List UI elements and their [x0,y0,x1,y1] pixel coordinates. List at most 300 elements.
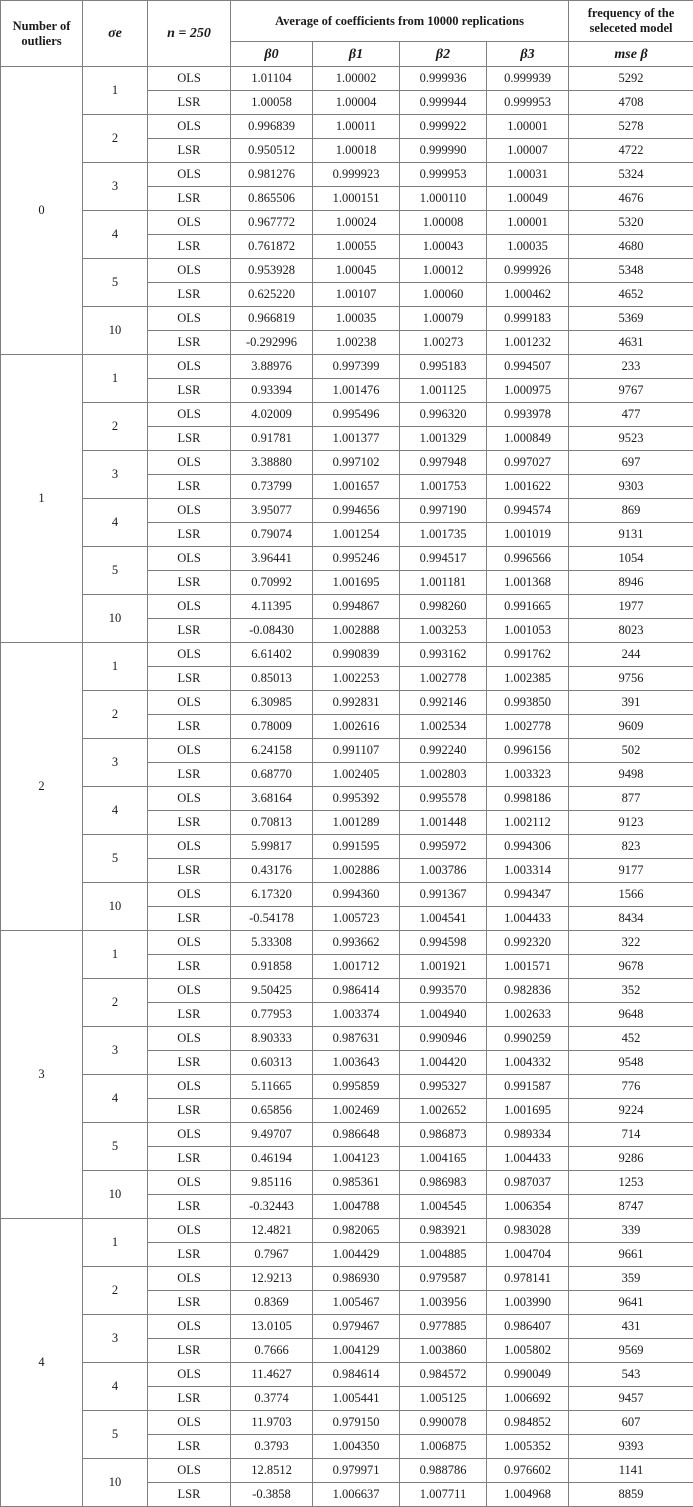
beta1-cell: 1.001377 [313,427,400,451]
beta1-cell: 0.984614 [313,1363,400,1387]
frequency-cell: 9648 [569,1003,693,1027]
frequency-cell: 869 [569,499,693,523]
table-row [1,211,693,235]
table-row [1,403,693,427]
table-row [1,1219,693,1243]
beta0-cell: -0.32443 [231,1195,313,1219]
frequency-cell: 5324 [569,163,693,187]
beta0-cell: 12.8512 [231,1459,313,1483]
frequency-cell: 8859 [569,1483,693,1507]
beta0-cell: 0.3793 [231,1435,313,1459]
table-row [1,979,693,1003]
beta0-cell: 6.30985 [231,691,313,715]
frequency-cell: 4680 [569,235,693,259]
frequency-cell: 1253 [569,1171,693,1195]
beta3-cell: 0.991762 [487,643,569,667]
beta3-cell: 0.996156 [487,739,569,763]
beta2-cell: 0.999944 [400,91,487,115]
beta0-cell: 9.49707 [231,1123,313,1147]
outliers-cell: 0 [1,67,83,355]
sigma-cell: 1 [83,355,148,403]
beta1-cell: 1.000151 [313,187,400,211]
beta3-cell: 1.003314 [487,859,569,883]
beta1-cell: 0.979971 [313,1459,400,1483]
beta2-cell: 1.004885 [400,1243,487,1267]
beta0-cell: 3.88976 [231,355,313,379]
method-cell: OLS [148,643,231,667]
beta2-cell: 0.984572 [400,1363,487,1387]
frequency-cell: 9131 [569,523,693,547]
method-cell: LSR [148,379,231,403]
beta1-cell: 1.00018 [313,139,400,163]
beta0-cell: 0.85013 [231,667,313,691]
method-cell: OLS [148,1459,231,1483]
beta0-cell: 5.11665 [231,1075,313,1099]
frequency-cell: 8023 [569,619,693,643]
header-beta0: β0 [231,42,313,67]
method-cell: LSR [148,139,231,163]
beta0-cell: 5.33308 [231,931,313,955]
beta0-cell: 11.9703 [231,1411,313,1435]
frequency-cell: 697 [569,451,693,475]
beta3-cell: 0.991665 [487,595,569,619]
beta2-cell: 1.001735 [400,523,487,547]
beta0-cell: 0.70813 [231,811,313,835]
method-cell: LSR [148,1435,231,1459]
beta2-cell: 1.003956 [400,1291,487,1315]
beta0-cell: 1.00058 [231,91,313,115]
beta0-cell: 0.950512 [231,139,313,163]
beta0-cell: 5.99817 [231,835,313,859]
beta0-cell: 0.78009 [231,715,313,739]
beta2-cell: 1.002778 [400,667,487,691]
method-cell: LSR [148,667,231,691]
frequency-cell: 502 [569,739,693,763]
beta1-cell: 1.006637 [313,1483,400,1507]
outliers-cell: 4 [1,1219,83,1507]
beta2-cell: 1.002534 [400,715,487,739]
beta3-cell: 0.984852 [487,1411,569,1435]
beta3-cell: 1.006692 [487,1387,569,1411]
frequency-cell: 5320 [569,211,693,235]
beta2-cell: 0.990946 [400,1027,487,1051]
method-cell: OLS [148,883,231,907]
beta1-cell: 1.002253 [313,667,400,691]
beta2-cell: 1.00043 [400,235,487,259]
sigma-cell: 5 [83,547,148,595]
beta2-cell: 1.001181 [400,571,487,595]
beta3-cell: 1.006354 [487,1195,569,1219]
beta2-cell: 1.004545 [400,1195,487,1219]
method-cell: OLS [148,787,231,811]
method-cell: LSR [148,331,231,355]
beta3-cell: 1.000849 [487,427,569,451]
sigma-cell: 2 [83,979,148,1027]
beta0-cell: 0.65856 [231,1099,313,1123]
beta0-cell: 0.70992 [231,571,313,595]
beta3-cell: 0.993850 [487,691,569,715]
frequency-cell: 233 [569,355,693,379]
method-cell: OLS [148,931,231,955]
beta1-cell: 1.00004 [313,91,400,115]
method-cell: LSR [148,1003,231,1027]
beta3-cell: 0.998186 [487,787,569,811]
beta2-cell: 1.006875 [400,1435,487,1459]
beta0-cell: 0.953928 [231,259,313,283]
table-row [1,739,693,763]
beta3-cell: 1.000975 [487,379,569,403]
beta0-cell: -0.08430 [231,619,313,643]
frequency-cell: 352 [569,979,693,1003]
beta1-cell: 1.001695 [313,571,400,595]
beta3-cell: 1.00007 [487,139,569,163]
beta0-cell: -0.292996 [231,331,313,355]
beta2-cell: 0.993570 [400,979,487,1003]
method-cell: OLS [148,115,231,139]
beta3-cell: 1.001232 [487,331,569,355]
frequency-cell: 9457 [569,1387,693,1411]
beta3-cell: 0.990049 [487,1363,569,1387]
beta2-cell: 1.003786 [400,859,487,883]
beta1-cell: 1.002469 [313,1099,400,1123]
beta1-cell: 0.994867 [313,595,400,619]
frequency-cell: 823 [569,835,693,859]
beta3-cell: 0.987037 [487,1171,569,1195]
outliers-cell: 1 [1,355,83,643]
beta1-cell: 0.991107 [313,739,400,763]
beta0-cell: 1.01104 [231,67,313,91]
beta1-cell: 0.991595 [313,835,400,859]
frequency-cell: 9523 [569,427,693,451]
beta3-cell: 0.991587 [487,1075,569,1099]
beta1-cell: 1.004350 [313,1435,400,1459]
beta1-cell: 0.990839 [313,643,400,667]
frequency-cell: 9678 [569,955,693,979]
beta0-cell: 0.865506 [231,187,313,211]
beta1-cell: 1.00002 [313,67,400,91]
beta2-cell: 1.007711 [400,1483,487,1507]
beta0-cell: 9.85116 [231,1171,313,1195]
frequency-cell: 4676 [569,187,693,211]
table-row [1,835,693,859]
sigma-cell: 4 [83,1075,148,1123]
frequency-cell: 5292 [569,67,693,91]
beta1-cell: 1.001712 [313,955,400,979]
beta0-cell: 0.93394 [231,379,313,403]
beta0-cell: -0.54178 [231,907,313,931]
method-cell: OLS [148,403,231,427]
sigma-cell: 4 [83,787,148,835]
beta3-cell: 1.005802 [487,1339,569,1363]
sigma-cell: 2 [83,691,148,739]
beta3-cell: 1.001053 [487,619,569,643]
table-row [1,1363,693,1387]
beta2-cell: 1.00008 [400,211,487,235]
frequency-cell: 9177 [569,859,693,883]
sigma-cell: 1 [83,643,148,691]
sigma-cell: 5 [83,1411,148,1459]
beta2-cell: 0.992240 [400,739,487,763]
outliers-cell: 2 [1,643,83,931]
table-row [1,691,693,715]
table-row [1,547,693,571]
method-cell: LSR [148,763,231,787]
frequency-cell: 1054 [569,547,693,571]
sigma-cell: 10 [83,307,148,355]
method-cell: OLS [148,691,231,715]
beta2-cell: 0.993162 [400,643,487,667]
beta0-cell: 0.967772 [231,211,313,235]
method-cell: LSR [148,619,231,643]
sigma-cell: 4 [83,499,148,547]
beta1-cell: 1.004788 [313,1195,400,1219]
sigma-cell: 10 [83,883,148,931]
beta2-cell: 0.986983 [400,1171,487,1195]
beta1-cell: 0.997399 [313,355,400,379]
frequency-cell: 9393 [569,1435,693,1459]
frequency-cell: 4708 [569,91,693,115]
sigma-cell: 5 [83,1123,148,1171]
table-row [1,595,693,619]
frequency-cell: 714 [569,1123,693,1147]
beta2-cell: 1.004165 [400,1147,487,1171]
beta2-cell: 1.005125 [400,1387,487,1411]
beta2-cell: 1.001125 [400,379,487,403]
beta3-cell: 0.992320 [487,931,569,955]
beta2-cell: 1.004420 [400,1051,487,1075]
beta2-cell: 0.979587 [400,1267,487,1291]
beta1-cell: 0.986414 [313,979,400,1003]
sigma-cell: 5 [83,835,148,883]
beta3-cell: 0.990259 [487,1027,569,1051]
beta2-cell: 1.001753 [400,475,487,499]
table-row [1,67,693,91]
sigma-cell: 10 [83,1171,148,1219]
beta0-cell: 11.4627 [231,1363,313,1387]
beta2-cell: 0.995578 [400,787,487,811]
beta3-cell: 1.004704 [487,1243,569,1267]
beta2-cell: 0.998260 [400,595,487,619]
beta1-cell: 1.003643 [313,1051,400,1075]
table-row [1,643,693,667]
beta1-cell: 0.997102 [313,451,400,475]
beta0-cell: 3.38880 [231,451,313,475]
beta3-cell: 1.005352 [487,1435,569,1459]
frequency-cell: 543 [569,1363,693,1387]
beta3-cell: 0.993978 [487,403,569,427]
frequency-cell: 9224 [569,1099,693,1123]
method-cell: OLS [148,1027,231,1051]
beta1-cell: 0.985361 [313,1171,400,1195]
method-cell: OLS [148,1075,231,1099]
beta1-cell: 1.002616 [313,715,400,739]
beta1-cell: 0.979150 [313,1411,400,1435]
sigma-cell: 4 [83,211,148,259]
beta0-cell: 0.3774 [231,1387,313,1411]
sigma-cell: 1 [83,931,148,979]
beta2-cell: 0.992146 [400,691,487,715]
beta2-cell: 1.001921 [400,955,487,979]
beta2-cell: 1.002652 [400,1099,487,1123]
beta3-cell: 1.00001 [487,211,569,235]
frequency-cell: 776 [569,1075,693,1099]
beta0-cell: 0.7666 [231,1339,313,1363]
beta3-cell: 1.002778 [487,715,569,739]
beta3-cell: 1.002385 [487,667,569,691]
beta3-cell: 0.999939 [487,67,569,91]
beta1-cell: 0.993662 [313,931,400,955]
method-cell: LSR [148,1339,231,1363]
method-cell: OLS [148,1123,231,1147]
method-cell: LSR [148,1195,231,1219]
header-frequency: frequency of the seleceted model [569,1,693,42]
sigma-cell: 4 [83,1363,148,1411]
beta1-cell: 1.00055 [313,235,400,259]
frequency-cell: 9641 [569,1291,693,1315]
beta2-cell: 1.00079 [400,307,487,331]
beta2-cell: 0.997948 [400,451,487,475]
table-body [1,67,693,1507]
beta1-cell: 1.004429 [313,1243,400,1267]
beta2-cell: 0.999922 [400,115,487,139]
beta0-cell: 0.68770 [231,763,313,787]
beta1-cell: 0.982065 [313,1219,400,1243]
beta3-cell: 1.003323 [487,763,569,787]
method-cell: LSR [148,91,231,115]
beta1-cell: 0.995496 [313,403,400,427]
beta3-cell: 0.999953 [487,91,569,115]
beta0-cell: 0.46194 [231,1147,313,1171]
frequency-cell: 244 [569,643,693,667]
header-beta2: β2 [400,42,487,67]
frequency-cell: 8946 [569,571,693,595]
method-cell: OLS [148,355,231,379]
beta3-cell: 1.002633 [487,1003,569,1027]
beta3-cell: 0.994347 [487,883,569,907]
beta1-cell: 1.005467 [313,1291,400,1315]
table-row [1,787,693,811]
beta0-cell: 0.7967 [231,1243,313,1267]
beta2-cell: 1.004940 [400,1003,487,1027]
beta2-cell: 0.988786 [400,1459,487,1483]
method-cell: LSR [148,1483,231,1507]
beta1-cell: 1.001657 [313,475,400,499]
sigma-cell: 3 [83,1027,148,1075]
method-cell: LSR [148,859,231,883]
method-cell: OLS [148,979,231,1003]
header-sigma: σe [83,1,148,67]
table-row [1,499,693,523]
method-cell: LSR [148,715,231,739]
beta0-cell: 0.77953 [231,1003,313,1027]
table-row [1,1459,693,1483]
beta1-cell: 1.00024 [313,211,400,235]
sigma-cell: 10 [83,595,148,643]
frequency-cell: 5348 [569,259,693,283]
method-cell: LSR [148,811,231,835]
beta2-cell: 1.003253 [400,619,487,643]
table-row [1,163,693,187]
sigma-cell: 3 [83,739,148,787]
beta1-cell: 0.986648 [313,1123,400,1147]
frequency-cell: 431 [569,1315,693,1339]
beta3-cell: 1.004433 [487,907,569,931]
sigma-cell: 5 [83,259,148,307]
sigma-cell: 2 [83,115,148,163]
header-mse-beta: mse β [569,42,693,67]
beta0-cell: 4.02009 [231,403,313,427]
beta2-cell: 0.990078 [400,1411,487,1435]
beta1-cell: 1.004123 [313,1147,400,1171]
frequency-cell: 4631 [569,331,693,355]
beta3-cell: 0.996566 [487,547,569,571]
frequency-cell: 1141 [569,1459,693,1483]
method-cell: LSR [148,187,231,211]
method-cell: OLS [148,499,231,523]
method-cell: OLS [148,67,231,91]
beta0-cell: 0.73799 [231,475,313,499]
beta0-cell: 12.4821 [231,1219,313,1243]
beta2-cell: 0.997190 [400,499,487,523]
beta3-cell: 0.997027 [487,451,569,475]
frequency-cell: 322 [569,931,693,955]
method-cell: LSR [148,1051,231,1075]
method-cell: LSR [148,955,231,979]
method-cell: OLS [148,1315,231,1339]
beta1-cell: 0.992831 [313,691,400,715]
beta1-cell: 1.002888 [313,619,400,643]
table-row [1,259,693,283]
beta1-cell: 1.002405 [313,763,400,787]
method-cell: OLS [148,451,231,475]
beta3-cell: 1.003990 [487,1291,569,1315]
frequency-cell: 877 [569,787,693,811]
table-row [1,1411,693,1435]
beta1-cell: 1.005441 [313,1387,400,1411]
beta2-cell: 1.000110 [400,187,487,211]
sigma-cell: 3 [83,1315,148,1363]
frequency-cell: 4722 [569,139,693,163]
beta2-cell: 0.991367 [400,883,487,907]
beta0-cell: 3.96441 [231,547,313,571]
method-cell: LSR [148,427,231,451]
beta3-cell: 0.983028 [487,1219,569,1243]
beta3-cell: 0.976602 [487,1459,569,1483]
beta3-cell: 1.00031 [487,163,569,187]
beta2-cell: 0.983921 [400,1219,487,1243]
table-row [1,883,693,907]
beta0-cell: 0.8369 [231,1291,313,1315]
beta3-cell: 0.978141 [487,1267,569,1291]
sigma-cell: 2 [83,1267,148,1315]
beta1-cell: 0.995246 [313,547,400,571]
beta1-cell: 0.999923 [313,163,400,187]
beta0-cell: 6.24158 [231,739,313,763]
beta2-cell: 0.999953 [400,163,487,187]
sigma-cell: 3 [83,163,148,211]
beta1-cell: 1.00035 [313,307,400,331]
sigma-cell: 10 [83,1459,148,1507]
method-cell: OLS [148,1171,231,1195]
beta3-cell: 1.00049 [487,187,569,211]
beta3-cell: 0.994507 [487,355,569,379]
beta1-cell: 1.00238 [313,331,400,355]
beta1-cell: 1.005723 [313,907,400,931]
beta0-cell: 0.981276 [231,163,313,187]
beta3-cell: 0.994306 [487,835,569,859]
method-cell: OLS [148,307,231,331]
frequency-cell: 1977 [569,595,693,619]
